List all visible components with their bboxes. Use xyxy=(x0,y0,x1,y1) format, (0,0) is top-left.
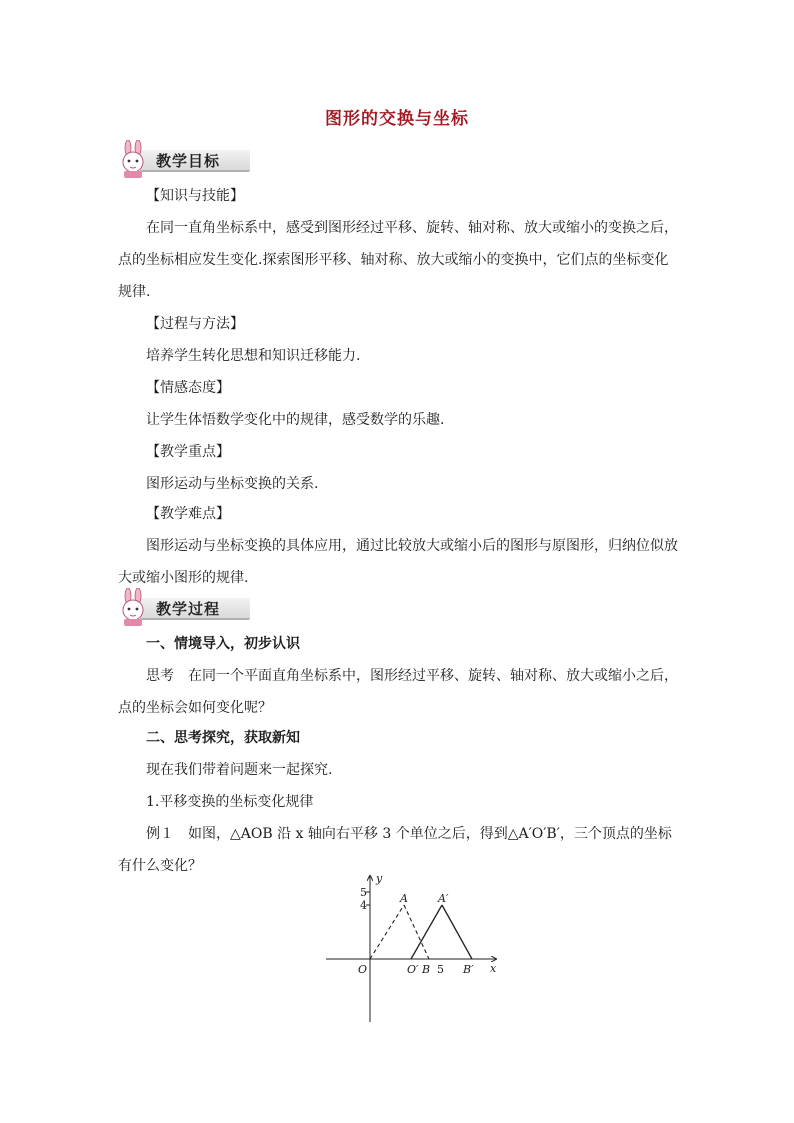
segment-OA xyxy=(370,905,404,959)
point-O-prime-label: O′ xyxy=(407,963,419,976)
segment-O'A' xyxy=(411,905,442,959)
objectives-banner-label: 教学目标 xyxy=(156,152,221,170)
cartoon-rabbit-icon xyxy=(116,588,152,628)
process-method-text: 培养学生转化思想和知识迁移能力. xyxy=(146,348,361,364)
key-point-text: 图形运动与坐标变换的关系. xyxy=(146,476,319,492)
attitude-text: 让学生体悟数学变化中的规律，感受数学的乐趣. xyxy=(146,412,445,428)
y-tick-5: 5 xyxy=(360,886,367,899)
step2-heading: 二、思考探究，获取新知 xyxy=(146,730,300,746)
origin-label: O xyxy=(358,963,368,976)
translation-figure xyxy=(320,872,510,1022)
x-axis-label: x xyxy=(490,962,497,975)
point-B-prime-label: B′ xyxy=(463,963,474,976)
segment-A'B' xyxy=(442,905,472,959)
subsection1-heading: 1.平移变换的坐标变化规律 xyxy=(146,794,314,810)
process-banner xyxy=(116,588,246,628)
process-banner-label: 教学过程 xyxy=(156,600,221,618)
difficulty-heading: 【教学难点】 xyxy=(146,506,230,522)
knowledge-text: 在同一直角坐标系中，感受到图形经过平移、旋转、轴对称、放大或缩小的变换之后，点的坐标相应发生变化.探索图形平移、轴对称、放大或缩小的变换中，它们点的坐标变化规律. xyxy=(118,220,678,300)
step1-heading: 一、情境导入，初步认识 xyxy=(146,636,300,652)
point-A-label: A xyxy=(400,892,408,905)
process-method-heading: 【过程与方法】 xyxy=(146,316,244,332)
key-point-heading: 【教学重点】 xyxy=(146,444,230,460)
page-title: 图形的交换与坐标 xyxy=(325,109,469,129)
knowledge-heading: 【知识与技能】 xyxy=(146,188,244,204)
x-tick-5: 5 xyxy=(437,963,444,976)
step1-text: 思考 在同一个平面直角坐标系中，图形经过平移、旋转、轴对称、放大或缩小之后，点的坐标会如何变化呢？ xyxy=(118,668,678,716)
y-axis-label: y xyxy=(376,872,383,885)
attitude-heading: 【情感态度】 xyxy=(146,380,230,396)
difficulty-text: 图形运动与坐标变换的具体应用，通过比较放大或缩小后的图形与原图形，归纳位似放大或缩小图形的规律. xyxy=(118,538,678,586)
y-tick-4: 4 xyxy=(360,899,367,912)
point-B-label: B xyxy=(422,963,431,976)
step2-text: 现在我们带着问题来一起探究. xyxy=(146,762,333,778)
cartoon-rabbit-icon xyxy=(116,140,152,180)
objectives-banner xyxy=(116,140,246,180)
point-A-prime-label: A′ xyxy=(438,892,449,905)
segment-AB xyxy=(404,905,429,959)
example1-text: 例１ 如图，△AOB 沿 x 轴向右平移 3 个单位之后，得到△A′O′B′，三个顶点的坐标有什么变化？ xyxy=(118,826,672,874)
